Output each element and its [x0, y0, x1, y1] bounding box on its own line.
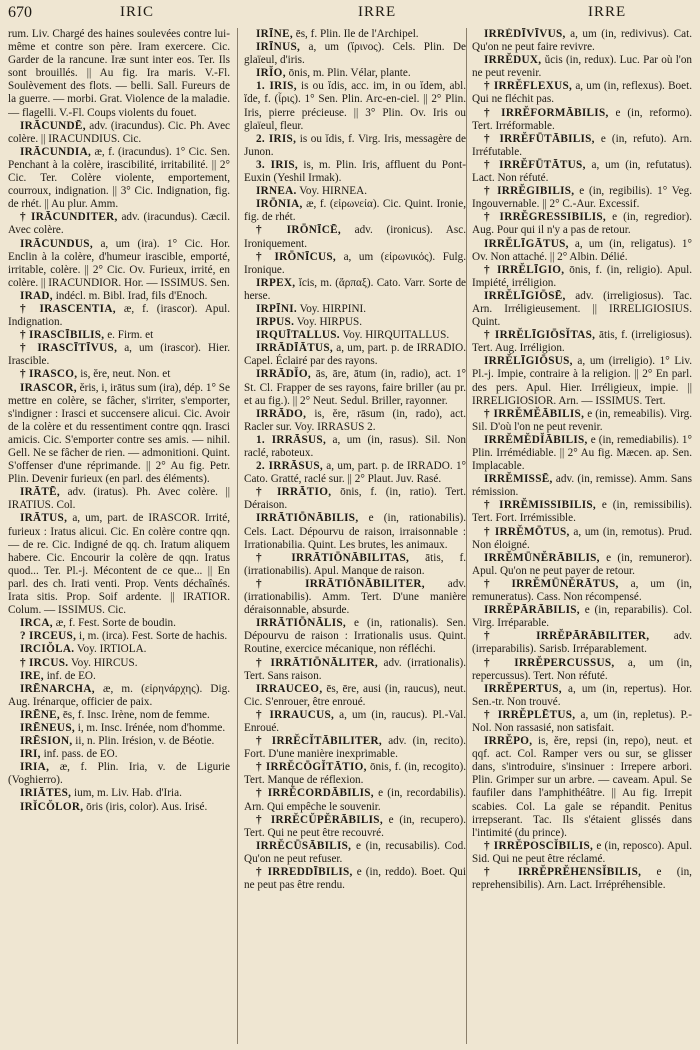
entry-definition: a, um, part. p. de IRRADO. 1° Cato. Gratté, raclé sur. || 2° Plaut. Juv. Rasé.: [244, 460, 466, 486]
entry-definition: is ou ĭdis, acc. im, in ou ĭdem, abl. ĭde, f. (ἶρις). 1° Sen. Plin. Arc-en-ciel. || 2° Plin. Iris, pierre précieuse. || 3° Plin. Ov. Iris ou glaïeul, fleur.: [244, 80, 466, 132]
entry-headword: † IRRĔFŪTĀTUS,: [484, 158, 586, 171]
dictionary-entry: [244, 434, 466, 460]
entry-headword: IRĀCUNDIA,: [20, 145, 92, 158]
dictionary-entry: [8, 146, 230, 211]
dictionary-entry: [244, 185, 466, 198]
entry-definition: adv. (irrationabilis). Amm. Tert. D'une manière déraisonnable, absurde.: [244, 577, 466, 617]
dictionary-entry: [244, 408, 466, 434]
dictionary-entry: [244, 28, 466, 41]
dictionary-entry: [8, 512, 230, 617]
dictionary-entry: [8, 486, 230, 512]
entry-definition: adv. (irreligiosus). Tac. Arn. Irréligieusement. || IRRELIGIOSIUS. Quint.: [472, 289, 692, 329]
entry-definition: a, um (in, remotus). Prud. Non éloigné.: [472, 525, 692, 551]
entry-headword: † IRĀCUNDITER,: [20, 211, 118, 224]
entry-definition: i, m. Insc. Irénée, nom d'homme.: [77, 721, 226, 734]
entry-definition: e (in, regibilis). 1° Veg. Ingouvernable. || 2° C.-Aur. Excessif.: [472, 185, 692, 211]
entry-headword: IRĒNEUS,: [20, 721, 75, 734]
running-headword-left: IRIC: [120, 4, 154, 20]
dictionary-entry: [244, 329, 466, 342]
entry-definition: e (in, remuneror). Apul. Qu'on ne peut payer de retour.: [472, 551, 692, 577]
entry-definition: ĕris, i, irātus sum (ira), dép. 1° Se mettre en colère, se fâcher, s'irriter, s'emporter, s'indigner : Irasci et succensere alicui. Cic. Avoir de la colère et du ressentiment contre qqn. Irasci amicis. Cic. S'emporter contre ses amis. — nihil. Gell. Ne se fâcher de rien. — admonitioni. Quint. S'offenser d'une réprimande. || 2° Au fig. Petr. Plin. Devenir furieux (en parl. des éléments).: [8, 381, 230, 486]
dictionary-entry: [244, 814, 466, 840]
entry-definition: Voy. IRTIOLA.: [76, 643, 147, 656]
dictionary-entry: [244, 368, 466, 407]
dictionary-entry: [8, 238, 230, 290]
dictionary-entry: [472, 526, 692, 552]
entry-definition: æ, m. (εἰρηνάρχης). Dig. Aug. Irénarque, officier de paix.: [8, 682, 230, 708]
dictionary-entry: [8, 683, 230, 709]
dictionary-entry: [244, 761, 466, 787]
dictionary-entry: [8, 368, 230, 381]
entry-headword: IRĀTUS,: [20, 512, 68, 525]
dictionary-entry: [8, 657, 230, 670]
entry-definition: æ, f. (iracundus). 1° Cic. Sen. Penchant à la colère, irascibilité, irritabilité. || 2° Cic. Ter. Colère violente, emportement, courroux, indignation. || 3° Cic. Indignation, fig. de rhét. || Au plur. Amm.: [8, 145, 230, 211]
column-left: [8, 28, 230, 1044]
entry-definition: adv. (in, recito). Fort. D'une manière inexprimable.: [244, 735, 466, 761]
entry-headword: † IRRĔPRĔHENSĬBILIS,: [484, 866, 642, 878]
dictionary-entry: [244, 303, 466, 316]
entry-definition: e (in, recusabilis). Cod. Qu'on ne peut refuser.: [244, 839, 466, 865]
entry-definition: ēs, ēre, ausi (in, raucus), neut. Cic. S'enrouer, être enroué.: [244, 682, 466, 708]
entry-definition: adv. (iracundus). Cæcil. Avec colère.: [8, 211, 230, 237]
entry-definition: æ, f. (irascor). Apul. Indignation.: [8, 302, 230, 329]
dictionary-entry: [472, 604, 692, 630]
dictionary-entry: [8, 670, 230, 683]
entry-headword: † IRRĔPLĒTUS,: [484, 708, 576, 721]
dictionary-entry: [244, 787, 466, 813]
entry-headword: IRRĔPO,: [484, 735, 533, 748]
entry-headword: † IRCUS.: [20, 656, 69, 669]
entry-headword: † IRRĔCORDĀBILIS,: [256, 787, 374, 800]
entry-headword: IRIĀTES,: [20, 787, 72, 800]
entry-headword: IRRĔPERTUS,: [484, 682, 562, 695]
dictionary-entry: [472, 434, 692, 473]
entry-headword: IRĬCŎLOR,: [20, 800, 84, 813]
entry-headword: † IRRĔMŪNĔRĀTUS,: [484, 577, 619, 590]
entry-definition: i, m. (irca). Fest. Sorte de hachis.: [78, 630, 228, 643]
entry-headword: ? IRCEUS,: [20, 630, 77, 643]
dictionary-entry: [244, 512, 466, 551]
entry-definition: a, um (irascor). Hier. Irascible.: [8, 342, 230, 368]
running-headword-center: IRRE: [358, 4, 397, 20]
dictionary-entry: [472, 840, 692, 866]
dictionary-entry: [8, 761, 230, 787]
entry-definition: a, um (ira). 1° Cic. Hor. Enclin à la colère, d'humeur irascible, emporté, irritable, colère. || 2° Cic. Ov. Furieux, irrité, en colère. || IRACUNDIOR. Hor. — ISSIMUS. Sen.: [8, 237, 230, 289]
dictionary-entry: [244, 133, 466, 159]
entry-definition: ōnis, f. (in, religio). Apul. Impiété, irréligion.: [472, 263, 692, 289]
entry-definition: is, m. Plin. Iris, affluent du Pont-Euxin (Yeshil Irmak).: [244, 158, 466, 185]
entry-headword: † IRRĔFLEXUS,: [484, 80, 573, 93]
dictionary-entry: [244, 578, 466, 617]
entry-headword: IRRĔLĪGĀTUS,: [484, 237, 569, 250]
entry-headword: IRRĔMŪNĔRĀBILIS,: [484, 551, 600, 564]
dictionary-entry: [472, 473, 692, 499]
entry-headword: † IRRĀTIO,: [256, 486, 332, 499]
column-right: [472, 28, 692, 1044]
dictionary-entry: [8, 801, 230, 814]
entry-definition: adv. (irreparabilis). Sarisb. Irréparablement.: [472, 630, 692, 656]
entry-definition: adv. (irrationalis). Tert. Sans raison.: [244, 656, 466, 682]
entry-definition: a, um (in, raucus). Pl.-Val. Enroué.: [244, 708, 466, 734]
running-header: [8, 4, 692, 28]
entry-headword: † IRRĔFORMĀBILIS,: [484, 106, 609, 119]
entry-definition: is, ĕre, repsi (in, repo), neut. et qqf. act. Col. Ramper vers ou sur, se glisser dans, s'introduire, s'insinuer : Irrepere arbori. Plin. Grimper sur un arbre. — caveam. Apul. Se faufiler dans l'amphithéâtre. || Au fig. Irrepit scabies. Col. La gale se répandit. Penitus irrepserant. Tac. Ils s'étaient glissés dans l'intimité (du prince).: [472, 735, 692, 839]
dictionary-entry: [472, 185, 692, 211]
entry-headword: † IRASCENTIA,: [20, 302, 116, 315]
entry-definition: e (in, rationalis). Sen. Dépourvu de raison : Irrationalis usus. Quint. Routine, exercice mécanique, non réfléchi.: [244, 617, 466, 656]
entry-headword: † IRŌNĪCĒ,: [256, 224, 341, 237]
entry-headword: IRŌNIA,: [256, 198, 303, 211]
entry-definition: Voy. HIRQUITALLUS.: [342, 329, 450, 342]
dictionary-entry: [8, 120, 230, 146]
entry-headword: † IRRĔMĔĀBILIS,: [484, 407, 585, 420]
entry-headword: † IRRAUCUS,: [256, 708, 335, 721]
entry-definition: adv. (iracundus). Cic. Ph. Avec colère. || IRACUNDIUS. Cic.: [8, 119, 230, 145]
entry-headword: IRRĔLĪGIŌSUS,: [484, 355, 573, 368]
dictionary-entry: [8, 303, 230, 329]
entry-definition: e (in, reddo). Boet. Qui ne peut pas être rendu.: [244, 866, 466, 892]
dictionary-entry: [244, 80, 466, 132]
entry-headword: IRRĔMĔDĬĀBILIS,: [484, 433, 588, 446]
entry-headword: † IRRĔLĪGIŌSĬTAS,: [484, 329, 596, 342]
entry-definition: a, um (in, redivivus). Cat. Qu'on ne peut faire revivre.: [472, 28, 692, 54]
entry-definition: inf. pass. de EO.: [43, 748, 118, 761]
entry-definition: is, ĕre, neut. Non. et: [80, 368, 171, 381]
entry-definition: is ou ĭdis, f. Virg. Iris, messagère de Junon.: [244, 132, 466, 158]
entry-definition: Voy. HIRCUS.: [71, 656, 138, 669]
entry-headword: IRRĀDĪĀTUS,: [256, 342, 333, 355]
dictionary-entry: [472, 408, 692, 434]
dictionary-entry: [8, 329, 230, 342]
entry-headword: IRRĀDĬO,: [256, 368, 311, 381]
entry-headword: † IRRĔLĪGIO,: [484, 263, 565, 276]
dictionary-entry: [244, 251, 466, 277]
entry-headword: † IRRĔPĀRĀBILITER,: [484, 630, 650, 643]
entry-definition: Voy. HIRPUS.: [296, 316, 363, 329]
entry-headword: 1. IRIS,: [256, 80, 297, 93]
entry-definition: Voy. HIRNEA.: [299, 185, 368, 198]
column-divider: [466, 28, 467, 1044]
entry-definition: e (in, regredior). Aug. Pour qui il n'y a pas de retour.: [472, 211, 692, 237]
entry-headword: IRRĔLĪGIŌSĒ,: [484, 289, 566, 302]
dictionary-entry: [8, 735, 230, 748]
dictionary-entry: [8, 617, 230, 630]
dictionary-entry: [244, 657, 466, 683]
dictionary-entry: [472, 709, 692, 735]
entry-definition: ōris (iris, color). Aus. Irisé.: [86, 800, 208, 813]
entry-headword: IRĒSION,: [20, 735, 73, 748]
entry-headword: † IRRĔGIBILIS,: [484, 185, 575, 198]
dictionary-entry: [244, 460, 466, 486]
entry-headword: IRĪNE,: [256, 28, 293, 40]
entry-definition: a, um (in, religatus). 1° Ov. Non attaché. || 2° Albin. Délié.: [472, 237, 692, 263]
entry-definition: a, um (ἴρινος). Cels. Plin. De glaïeul, d'iris.: [244, 41, 466, 67]
entry-definition: ōnis, f. (in, ratio). Tert. Déraison.: [244, 486, 466, 512]
entry-headword: † IRASCĪTĪVUS,: [20, 342, 118, 355]
entry-headword: 1. IRRĀSUS,: [256, 433, 327, 446]
dictionary-entry: [8, 342, 230, 368]
entry-definition: ĭcis, m. (ἅρπαξ). Cato. Varr. Sorte de herse.: [244, 276, 466, 302]
entry-headword: IRPUS.: [256, 316, 295, 329]
dictionary-entry: [472, 355, 692, 407]
dictionary-entry: [244, 316, 466, 329]
entry-headword: IRNEA.: [256, 185, 297, 198]
dictionary-entry: [8, 290, 230, 303]
entry-definition: indécl. m. Bibl. Irad, fils d'Enoch.: [55, 289, 208, 302]
entry-headword: † IRRĔCŌGĬTĀTIO,: [256, 761, 367, 774]
dictionary-entry: [472, 54, 692, 80]
entry-headword: IRRĔDĪVĪVUS,: [484, 28, 566, 40]
dictionary-entry: [472, 290, 692, 329]
entry-definition: e (in, rationabilis). Cels. Lact. Dépourvu de raison, irraisonnable : Irrationabilia. Quint. Les brutes, les animaux.: [244, 512, 466, 551]
entry-headword: IRRĔPĀRĀBILIS,: [484, 604, 580, 617]
entry-headword: † IRRĔMISSIBILIS,: [484, 499, 597, 512]
entry-headword: IRPEX,: [256, 276, 296, 289]
entry-headword: † IRRĔPOSCĬBILIS,: [484, 839, 594, 852]
entry-headword: IRE,: [20, 669, 44, 682]
entry-headword: † IRASCĪBILIS,: [20, 329, 105, 342]
text-columns: [8, 28, 692, 1044]
entry-definition: a, um (irreligio). 1° Liv. Pl.-j. Impie, contraire à la religion. || 2° En parl. des pers. Apul. Hier. Irréligieux, impie. || IRRELIGIOSIOR. Arn. — ISSIMUS. Tert.: [472, 355, 692, 407]
entry-headword: † IRRĀTIŌNĀLITER,: [256, 656, 378, 669]
entry-definition: ii, n. Plin. Irésion, v. de Béotie.: [75, 735, 215, 748]
entry-headword: † IRASCO,: [20, 368, 78, 381]
entry-headword: IRRĔDUX,: [484, 54, 542, 67]
dictionary-entry: [8, 211, 230, 237]
dictionary-entry: [472, 211, 692, 237]
entry-definition: adv. (ironicus). Asc. Ironiquement.: [244, 224, 466, 250]
entry-definition: a, um (in, reflexus). Boet. Qui ne fléchit pas.: [472, 80, 692, 106]
dictionary-entry: [244, 41, 466, 67]
entry-headword: † IRRĔCĬTĀBILITER,: [256, 735, 382, 748]
entry-headword: IRRĀTIŌNĀLIS,: [256, 617, 347, 630]
entry-headword: IRĀCUNDUS,: [20, 237, 93, 250]
dictionary-entry: [472, 329, 692, 355]
entry-headword: † IRREDDĪBILIS,: [256, 866, 353, 878]
entry-definition: ēs, f. Insc. Irène, nom de femme.: [62, 708, 210, 721]
dictionary-entry: [472, 735, 692, 840]
entry-headword: † IRRĔFŪTĀBILIS,: [484, 132, 595, 145]
dictionary-entry: [244, 342, 466, 368]
entry-definition: e (in, remediabilis). 1° Plin. Irrémédiable. || 2° Au fig. Mæcen. ap. Sen. Implacable.: [472, 433, 692, 473]
entry-definition: e (in, remissibilis). Tert. Fort. Irrémissible.: [472, 499, 692, 525]
entry-definition: Voy. HIRPINI.: [299, 302, 367, 315]
entry-headword: † IRRĔMŌTUS,: [484, 525, 570, 538]
entry-headword: IRRĔCŪSĀBILIS,: [256, 839, 352, 852]
entry-headword: IRCA,: [20, 617, 53, 630]
entry-definition: e (in, refuto). Arn. Irréfutable.: [472, 132, 692, 158]
entry-definition: e (in, recordabilis). Arn. Qui empêche le souvenir.: [244, 787, 466, 813]
entry-headword: † IRRĔGRESSIBILIS,: [484, 211, 607, 224]
entry-definition: a, um (in, repertus). Hor. Sen.-tr. Non trouvé.: [472, 682, 692, 708]
entry-definition: adv. (iratus). Ph. Avec colère. || IRATIUS. Col.: [8, 486, 230, 512]
entry-headword: IRQUĪTALLUS.: [256, 329, 340, 342]
entry-headword: IRRAUCEO,: [256, 682, 323, 695]
dictionary-entry: [472, 264, 692, 290]
dictionary-entry: [244, 866, 466, 892]
entry-headword: † IRRĀTIŌNĀBILITER,: [256, 577, 425, 590]
dictionary-entry: [8, 709, 230, 722]
entry-definition: e (in, remeabilis). Virg. Sil. D'où l'on ne peut revenir.: [472, 407, 692, 433]
entry-headword: † IRRĔPERCUSSUS,: [484, 656, 615, 669]
entry-definition: a, um, part. p. de IRRADIO. Capel. Éclairé par des rayons.: [244, 342, 466, 368]
entry-definition: rum. Liv. Chargé des haines soulevées contre lui-même et contre son père. Iram exercere. Cic. Garder de la rancune. Iræ sunt inter eos. Ter. Ils sont brouillés. || Au fig. Ira maris. V.-Fl. Soulèvement des flots. — belli. Sall. Fureurs de la guerre. — morbi. Grat. Violence de la maladie. — flagelli. V.-Fl. Coups violents du fouet.: [8, 28, 230, 119]
entry-definition: æ, f. Fest. Sorte de boudin.: [55, 617, 176, 630]
entry-definition: ōnis, f. (in, recogito). Tert. Manque de réflexion.: [244, 761, 466, 787]
entry-headword: IRĬO,: [256, 67, 286, 80]
entry-definition: a, um (in, repletus). P.-Nol. Non rassasié, non satisfait.: [472, 708, 692, 734]
entry-headword: IRASCOR,: [20, 381, 77, 394]
entry-definition: ŭcis (in, redux). Luc. Par où l'on ne peut revenir.: [472, 54, 692, 80]
running-headword-right: IRRE: [588, 4, 627, 20]
dictionary-entry: [472, 552, 692, 578]
dictionary-entry: [244, 683, 466, 709]
entry-headword: IRRĔMISSĒ,: [484, 473, 553, 486]
dictionary-entry: [472, 133, 692, 159]
dictionary-entry: [244, 617, 466, 656]
entry-headword: IRĀTĒ,: [20, 486, 61, 499]
entry-definition: a, um (εἰρωνικός). Fulg. Ironique.: [244, 250, 466, 276]
entry-headword: 2. IRIS,: [256, 132, 297, 145]
dictionary-entry: [244, 486, 466, 512]
entry-headword: IRRĀTIŌNĀBILIS,: [256, 512, 359, 525]
entry-definition: e (in, reprehensibilis). Arn. Lact. Irrépréhensible.: [472, 866, 692, 892]
entry-definition: a, um (in, repercussus). Tert. Non réfuté.: [472, 656, 692, 682]
dictionary-entry: [244, 198, 466, 224]
entry-definition: is, ĕre, rāsum (in, rado), act. Racler sur. Voy. IRRASUS 2.: [244, 407, 466, 433]
dictionary-entry: [244, 840, 466, 866]
dictionary-entry: [472, 683, 692, 709]
entry-definition: ēs, f. Plin. Ile de l'Archipel.: [295, 28, 419, 40]
entry-definition: e (in, reformo). Tert. Irréformable.: [472, 106, 692, 132]
entry-headword: IRĀCUNDĒ,: [20, 119, 86, 132]
dictionary-entry: [8, 748, 230, 761]
entry-definition: ōnis, m. Plin. Vélar, plante.: [288, 67, 411, 80]
entry-headword: IRPĪNI.: [256, 302, 297, 315]
dictionary-entry: [244, 277, 466, 303]
entry-headword: † IRRĀTIŌNĀBILITAS,: [256, 551, 410, 564]
dictionary-entry: [472, 578, 692, 604]
dictionary-entry: [8, 630, 230, 643]
entry-definition: a, um (in, refutatus). Lact. Non réfuté.: [472, 158, 692, 185]
dictionary-entry: [244, 552, 466, 578]
dictionary-entry: [8, 722, 230, 735]
entry-definition: ātis, f. (irrationabilis). Apul. Manque de raison.: [244, 551, 466, 577]
entry-headword: 2. IRRĀSUS,: [256, 460, 323, 473]
dictionary-entry: [244, 735, 466, 761]
entry-definition: adv. (in, remisse). Amm. Sans rémission.: [472, 473, 692, 499]
entry-headword: IRI,: [20, 748, 41, 761]
dictionary-entry: [472, 80, 692, 106]
entry-definition: e (in, reposco). Apul. Sid. Qui ne peut être réclamé.: [472, 839, 692, 865]
dictionary-entry: [472, 28, 692, 54]
dictionary-entry: [472, 630, 692, 656]
entry-headword: 3. IRIS,: [256, 158, 298, 171]
dictionary-entry: [472, 657, 692, 683]
page-number: 670: [8, 4, 32, 21]
entry-headword: † IRRĔCŬPĔRĀBILIS,: [256, 813, 383, 826]
entry-definition: inf. de EO.: [46, 669, 96, 682]
entry-definition: æ, f. (εἰρωνεία). Cic. Quint. Ironie, fig. de rhét.: [244, 198, 466, 224]
entry-definition: ās, āre, ātum (in, radio), act. 1° St. Cl. Frapper de ses rayons, faire briller (au pr. et au fig.). || 2° Neut. Sedul. Briller, rayonner.: [244, 368, 466, 407]
entry-headword: IRIA,: [20, 761, 50, 774]
dictionary-entry: [8, 787, 230, 800]
entry-headword: IRĒNARCHA,: [20, 682, 95, 695]
dictionary-entry: [8, 28, 230, 120]
entry-definition: e (in, recupero). Tert. Qui ne peut être recouvré.: [244, 813, 466, 839]
dictionary-entry: [472, 107, 692, 133]
entry-headword: IRCIŎLA.: [20, 643, 75, 656]
column-middle: [244, 28, 466, 1044]
entry-definition: a, um (in, remuneratus). Cass. Non récompensé.: [472, 577, 692, 604]
dictionary-entry: [244, 67, 466, 80]
column-divider: [237, 28, 238, 1044]
entry-definition: e. Firm. et: [107, 329, 154, 342]
dictionary-entry: [472, 238, 692, 264]
entry-headword: IRĪNUS,: [256, 41, 301, 54]
dictionary-entry: [244, 159, 466, 185]
entry-definition: a, um, part. de IRASCOR. Irrité, furieux : Iratus alicui. Cic. En colère contre qqn. — de re. Cic. Indigné de qq. ch. Iratum aliquem habere. Cic. Encourir la colère de qqn. Iratus quod... Ter. Pl.-j. Mécontent de ce que... || En parl. des ch. Irati venti. Prop. Vents déchaînés. Irata sitis. Prop. Soif ardente. || IRATIOR. Colum. — ISSIMUS. Cic.: [8, 512, 230, 617]
dictionary-entry: [472, 159, 692, 185]
entry-definition: ātis, f. (irreligiosus). Tert. Aug. Irréligion.: [472, 329, 692, 355]
entry-definition: e (in, reparabilis). Col. Virg. Irréparable.: [472, 604, 692, 630]
entry-headword: IRĒNE,: [20, 708, 61, 721]
dictionary-entry: [244, 709, 466, 735]
entry-headword: IRRĀDO,: [256, 407, 307, 420]
entry-definition: a, um (in, rasus). Sil. Non raclé, raboteux.: [244, 433, 466, 459]
entry-headword: IRAD,: [20, 289, 53, 302]
entry-definition: æ, f. Plin. Iria, v. de Ligurie (Voghierro).: [8, 761, 230, 787]
entry-headword: † IRŌNĪCUS,: [256, 250, 336, 263]
entry-definition: ium, m. Liv. Hab. d'Iria.: [74, 787, 182, 800]
dictionary-entry: [244, 224, 466, 250]
dictionary-entry: [8, 643, 230, 656]
dictionary-entry: [472, 499, 692, 525]
dictionary-entry: [8, 382, 230, 487]
dictionary-entry: [472, 866, 692, 892]
